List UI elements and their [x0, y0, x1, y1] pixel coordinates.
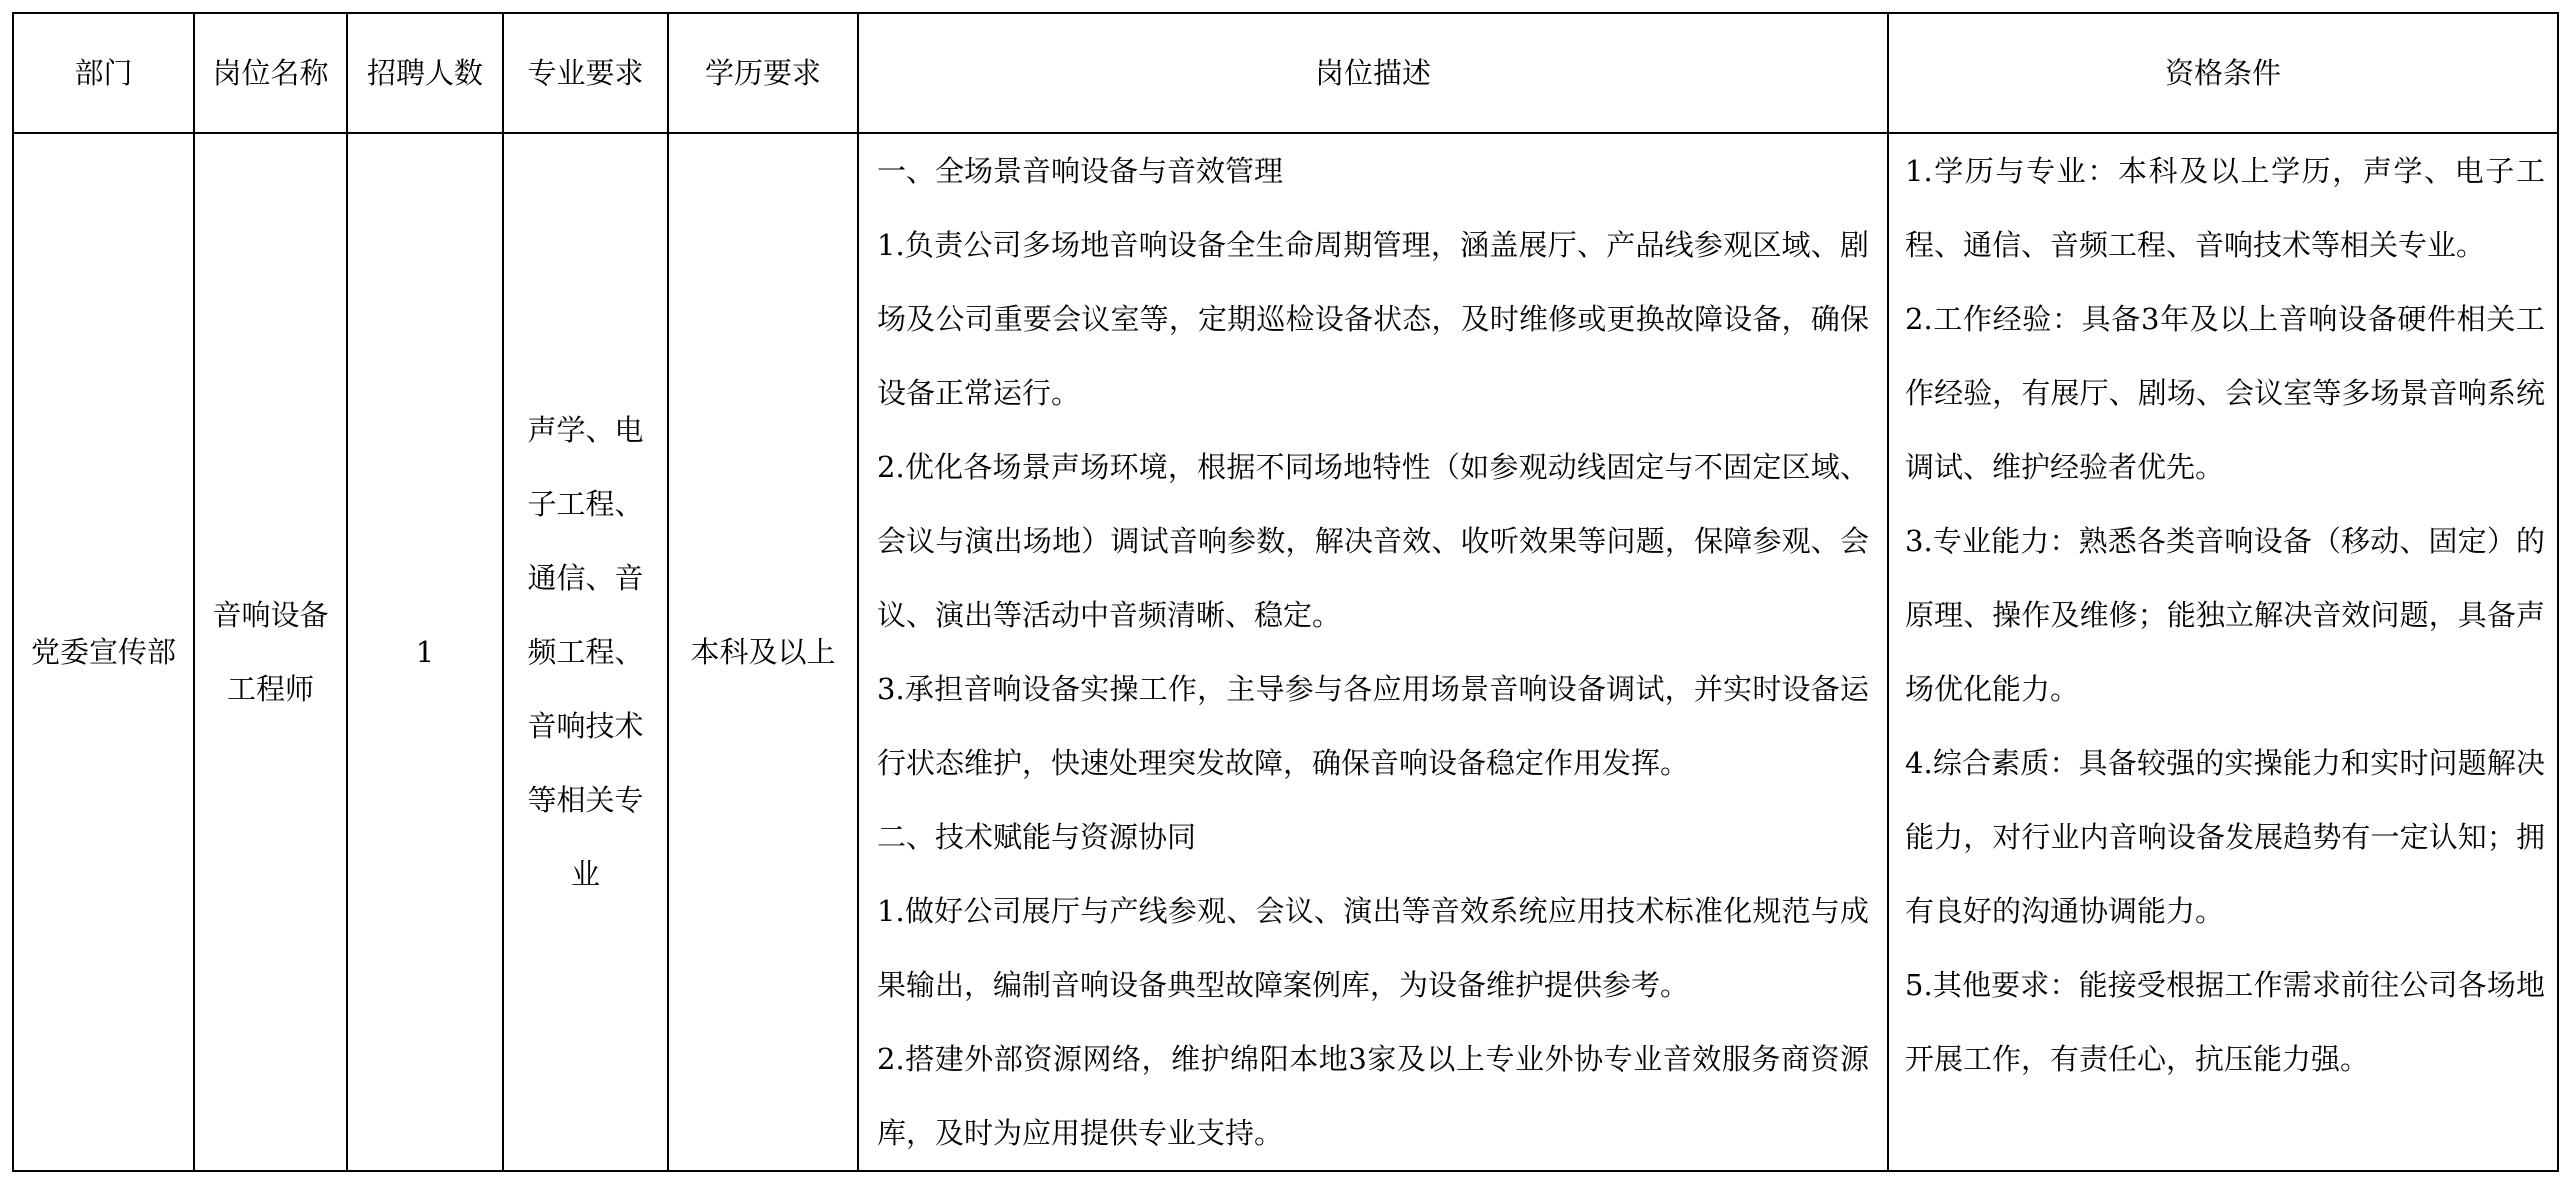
- qualification-paragraph: 1.学历与专业：本科及以上学历，声学、电子工程、通信、音频工程、音响技术等相关专业。: [1905, 154, 2545, 262]
- header-major: 专业要求: [503, 13, 668, 133]
- cell-education: 本科及以上: [668, 133, 858, 1171]
- cell-qualifications: [1888, 133, 2558, 1171]
- header-headcount: 招聘人数: [347, 13, 503, 133]
- header-position-name: 岗位名称: [194, 13, 347, 133]
- header-education: 学历要求: [668, 13, 858, 133]
- recruitment-table: [12, 12, 2559, 1172]
- cell-position-name: 音响设备工程师: [194, 133, 347, 1171]
- header-department: 部门: [13, 13, 194, 133]
- cell-headcount: 1: [347, 133, 503, 1171]
- cell-department: 党委宣传部: [13, 133, 194, 1171]
- qualification-paragraph: 2.工作经验：具备3年及以上音响设备硬件相关工作经验，有展厅、剧场、会议室等多场景音响系统调试、维护经验者优先。: [1905, 302, 2545, 484]
- qualification-paragraph: 4.综合素质：具备较强的实操能力和实时问题解决能力，对行业内音响设备发展趋势有一定认知；拥有良好的沟通协调能力。: [1905, 746, 2545, 928]
- header-qualifications: 资格条件: [1888, 13, 2558, 133]
- description-paragraph: 2.优化各场景声场环境，根据不同场地特性（如参观动线固定与不固定区域、会议与演出场地）调试音响参数，解决音效、收听效果等问题，保障参观、会议、演出等活动中音频清晰、稳定。: [877, 450, 1869, 632]
- description-paragraph: 一、全场景音响设备与音效管理: [877, 154, 1284, 188]
- qualification-paragraph: 5.其他要求：能接受根据工作需求前往公司各场地开展工作，有责任心，抗压能力强。: [1905, 968, 2545, 1076]
- description-paragraph: 3.承担音响设备实操工作，主导参与各应用场景音响设备调试，并实时设备运行状态维护，快速处理突发故障，确保音响设备稳定作用发挥。: [877, 672, 1869, 780]
- description-paragraph: 二、技术赋能与资源协同: [877, 820, 1197, 854]
- description-paragraph: 1.负责公司多场地音响设备全生命周期管理，涵盖展厅、产品线参观区域、剧场及公司重要会议室等，定期巡检设备状态，及时维修或更换故障设备，确保设备正常运行。: [877, 228, 1869, 410]
- qualification-paragraph: 3.专业能力：熟悉各类音响设备（移动、固定）的原理、操作及维修；能独立解决音效问题，具备声场优化能力。: [1905, 524, 2545, 706]
- description-paragraph: 1.做好公司展厅与产线参观、会议、演出等音效系统应用技术标准化规范与成果输出，编制音响设备典型故障案例库，为设备维护提供参考。: [877, 894, 1869, 1002]
- cell-major: 声学、电子工程、通信、音频工程、音响技术等相关专业: [503, 133, 668, 1171]
- header-row: [13, 13, 2558, 133]
- cell-description: [858, 133, 1888, 1171]
- header-description: 岗位描述: [858, 13, 1888, 133]
- description-paragraph: 2.搭建外部资源网络，维护绵阳本地3家及以上专业外协专业音效服务商资源库，及时为应用提供专业支持。: [877, 1042, 1869, 1150]
- table-row: [13, 133, 2558, 1171]
